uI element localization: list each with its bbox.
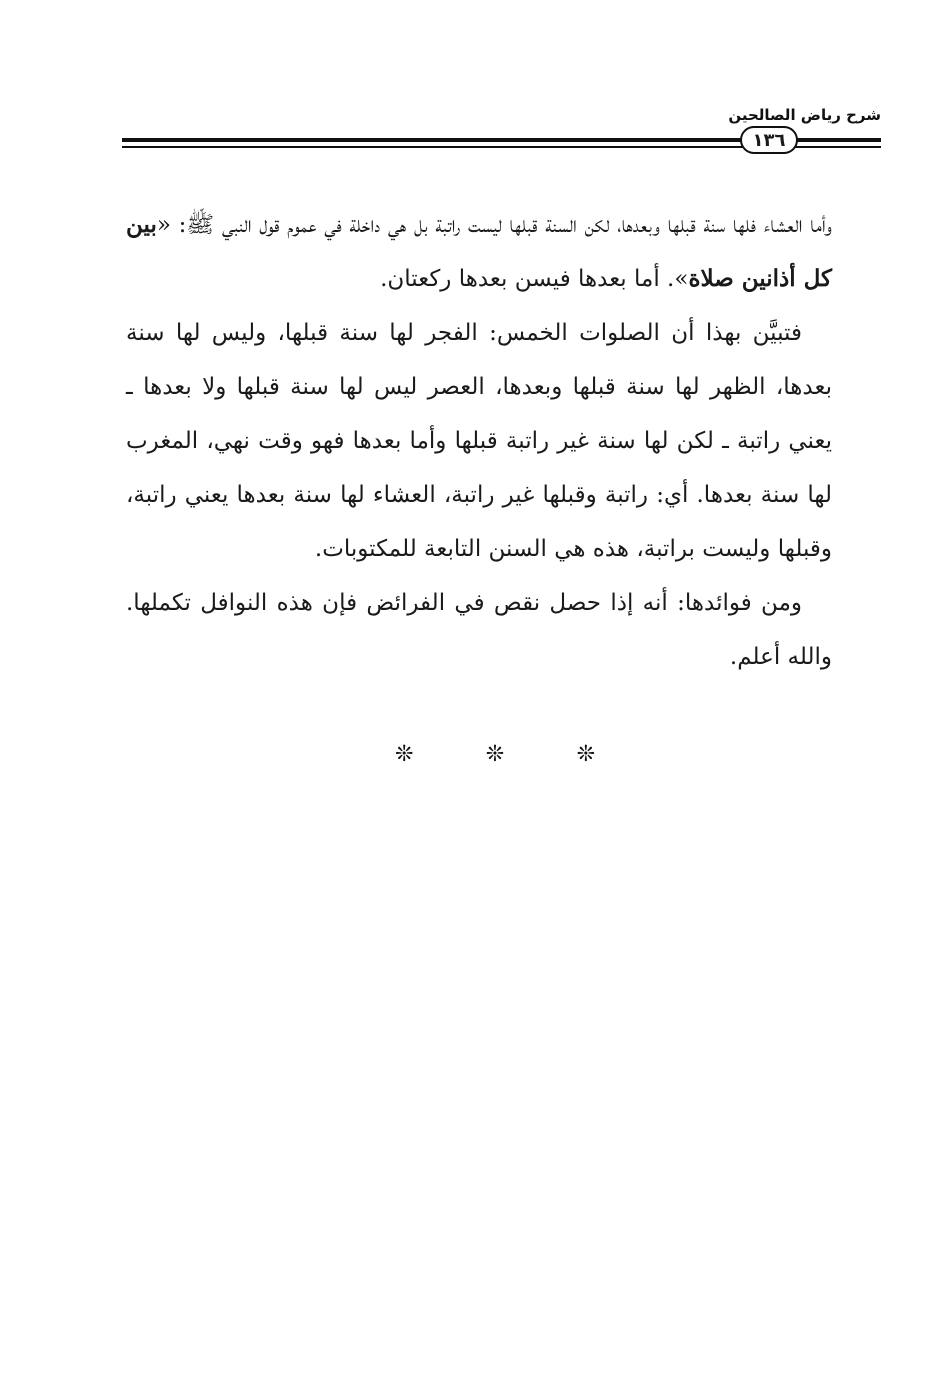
- paragraph-isha: [126, 198, 832, 306]
- hadith-quote: بين كل أذانين صلاة: [126, 211, 832, 292]
- page-number: ١٣٦: [740, 126, 798, 154]
- paragraph-text: وأما العشاء فلها سنة قبلها وبعدها، لكن السنة قبلها ليست راتبة بل هي داخلة في عموم قول النبي ﷺ: «: [156, 212, 832, 238]
- paragraph-summary: فتبيَّن بهذا أن الصلوات الخمس: الفجر لها سنة قبلها، وليس لها سنة بعدها، الظهر لها سنة قبلها وبعدها، العصر ليس لها سنة قبلها ولا بعدها ـ يعني راتبة ـ لكن لها سنة غير راتبة قبلها وأما بعدها فهو وقت نهي، المغرب لها سنة بعدها. أي: راتبة وقبلها غير راتبة، العشاء لها سنة بعدها يعني راتبة، وقبلها وليست براتبة، هذه هي السنن التابعة للمكتوبات.: [126, 320, 832, 562]
- paragraph-benefits: ومن فوائدها: أنه إذا حصل نقص في الفرائض فإن هذه النوافل تكملها. والله أعلم.: [126, 590, 832, 670]
- section-separator: [395, 742, 595, 767]
- asterisk-ornament-icon: ❊: [395, 742, 414, 767]
- asterisk-ornament-icon: ❊: [576, 742, 595, 767]
- body-text: [126, 198, 832, 684]
- paragraph-text: ». أما بعدها فيسن بعدها ركعتان.: [380, 266, 689, 292]
- running-header-title: شرح رياض الصالحين: [728, 106, 881, 124]
- asterisk-ornament-icon: ❊: [485, 742, 505, 767]
